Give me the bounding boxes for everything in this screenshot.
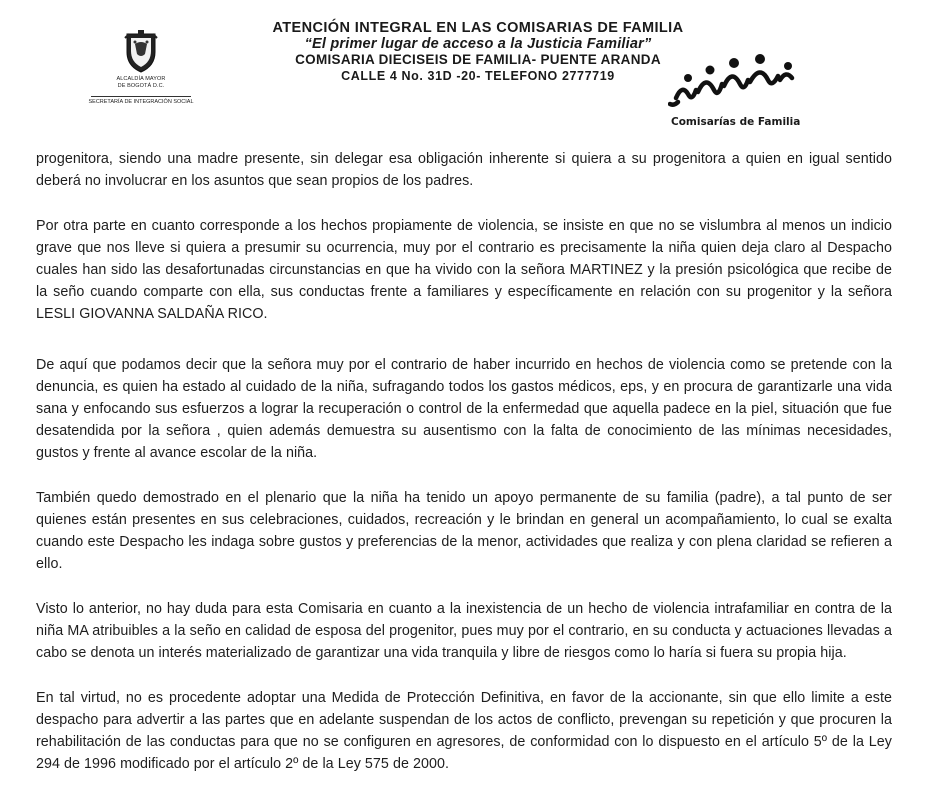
alcaldia-name-line1: ALCALDÍA MAYOR bbox=[116, 76, 166, 82]
bogota-crest-icon bbox=[121, 30, 161, 74]
comisarias-caption: Comisarías de Familia bbox=[671, 116, 801, 128]
secretaria-name: SECRETARÍA DE INTEGRACIÓN SOCIAL bbox=[88, 99, 194, 105]
paragraph-5: Visto lo anterior, no hay duda para esta Comisaria en cuanto a la inexistencia de un hecho de violencia intrafamiliar en contra de la niña MA atribuibles a la seño en calidad de esposa del progenitor, pues muy por el contrario, en su conducta y actuaciones llevadas a cabo se denota un interés materializado de garantizar una vida tranquila y libre de riesgos como lo haría si fuera su propia hija. bbox=[36, 601, 892, 661]
family-figures-icon bbox=[668, 50, 803, 114]
header-address: CALLE 4 No. 31D -20- TELEFONO 2777719 bbox=[341, 69, 615, 83]
document-body bbox=[36, 148, 892, 798]
alcaldia-name-line2: DE BOGOTÁ D.C. bbox=[117, 83, 165, 89]
paragraph-3: De aquí que podamos decir que la señora muy por el contrario de haber incurrido en hechos de violencia como se pretende con la denuncia, es quien ha estado al cuidado de la niña, sufragando todos los gastos médicos, eps, y en procura de garantizarle una vida sana y enfocando sus esfuerzos a lograr la recuperación o control de la enfermedad que aquella padece en la piel, situación que fue desatendida por la señora , quien además demuestra su ausentismo con la falta de conocimiento de las mínimas necesidades, gustos y frente al avance escolar de la niña. bbox=[36, 357, 892, 461]
header-slogan: “El primer lugar de acceso a la Justicia Familiar” bbox=[304, 36, 652, 52]
logo-divider bbox=[91, 96, 191, 97]
header-title-line1: ATENCIÓN INTEGRAL EN LAS COMISARIAS DE FAMILIA bbox=[272, 20, 684, 36]
paragraph-1: progenitora, siendo una madre presente, sin delegar esa obligación inherente si quiera a su progenitora a quien en igual sentido deberá no involucrar en los asuntos que sean propios de los padres. bbox=[36, 151, 892, 189]
paragraph-4: También quedo demostrado en el plenario que la niña ha tenido un apoyo permanente de su familia (padre), a tal punto de ser quienes están presentes en sus celebraciones, cuidados, recreación y le brindan en general un acompañamiento, lo cual se exalta cuando este Despacho les indaga sobre gustos y preferencias de la menor, actividades que realiza y con plena claridad se refieren a ello. bbox=[36, 490, 892, 572]
alcaldia-logo bbox=[86, 30, 196, 106]
header-comisaria-name: COMISARIA DIECISEIS DE FAMILIA- PUENTE ARANDA bbox=[295, 52, 661, 67]
paragraph-6: En tal virtud, no es procedente adoptar una Medida de Protección Definitiva, en favor de la accionante, sin que ello limite a este despacho para advertir a las partes que en adelante suspendan de los actos de conflicto, prevengan su repetición y que procuren la rehabilitación de las conductas para que no se configuren en agresores, de conformidad con lo dispuesto en el artículo 5º de la Ley 294 de 1996 modificado por el artículo 2º de la Ley 575 de 2000. bbox=[36, 690, 892, 772]
letterhead-title bbox=[228, 20, 728, 84]
comisarias-logo bbox=[668, 50, 803, 132]
paragraph-2: Por otra parte en cuanto corresponde a los hechos propiamente de violencia, se insiste en que no se vislumbra al menos un indicio grave que nos lleve si quiera a presumir su ocurrencia, muy por el contrario es precisamente la niña quien deja claro al Despacho cuales han sido las desafortunadas circunstancias en que ha vivido con la señora MARTINEZ y la presión psicológica que recibe de la seño cuando comparte con ella, sus conductas frente a familiares y específicamente en relación con su progenitor y la señora LESLI GIOVANNA SALDAÑA RICO. bbox=[36, 218, 892, 322]
